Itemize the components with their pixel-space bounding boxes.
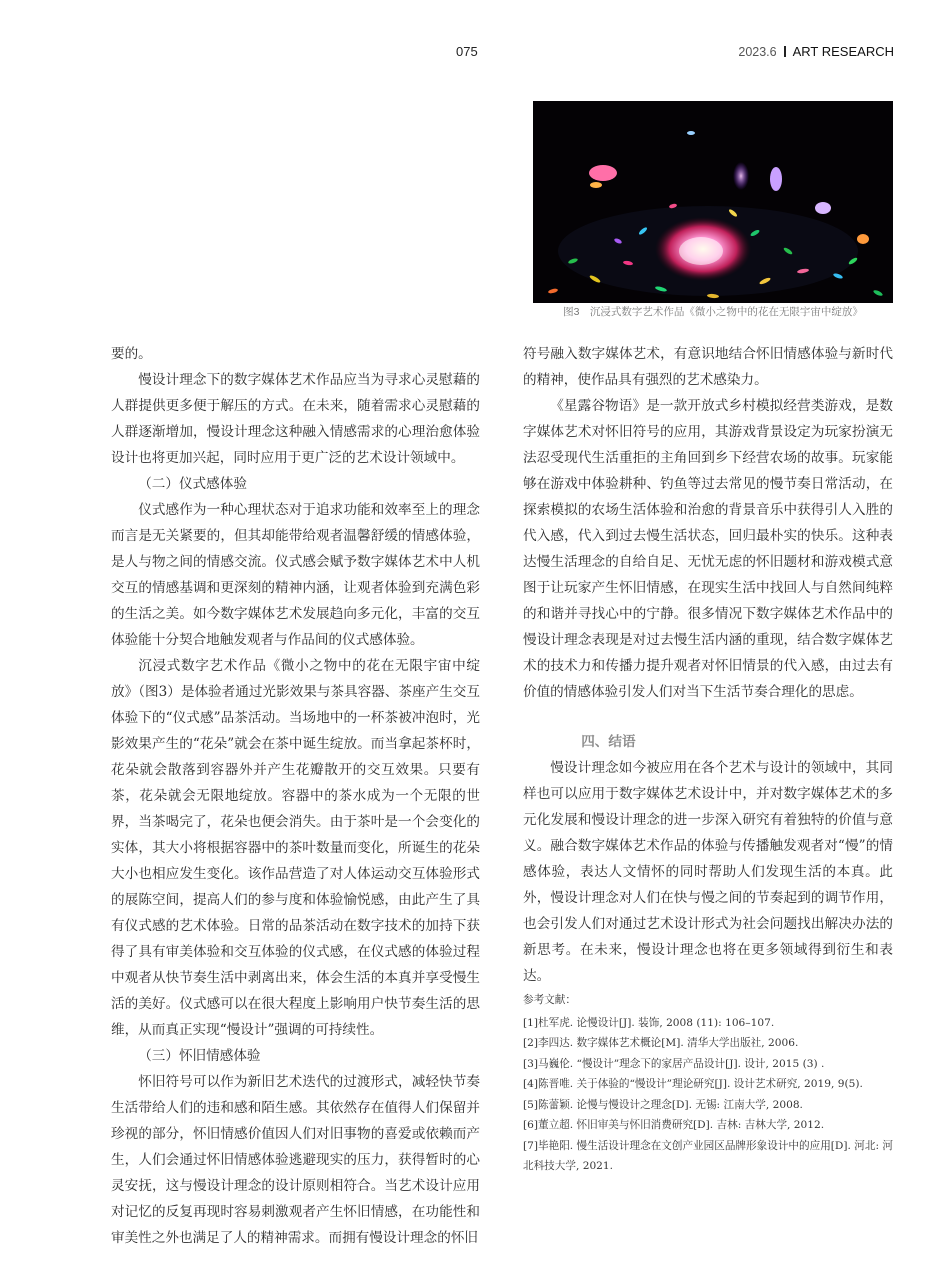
page-number: 075 — [456, 44, 478, 59]
right-column — [523, 341, 893, 989]
paragraph: 怀旧符号可以作为新旧艺术迭代的过渡形式，减轻快节奏生活带给人们的违和感和陌生感。其依然存在值得人们保留并珍视的部分，怀旧情感价值因人们对旧事物的喜爱或依赖而产生，人们会通过怀旧情感体验逃避现实的压力，获得暂时的心灵安抚，这与慢设计理念的设计原则相符合。当艺术设计应用对记忆的反复再现时容易刺激观者产生怀旧情感，在功能性和审美性之外也满足了人的精神需求。而拥有慢设计理念的怀旧 — [111, 1074, 480, 1246]
subheading-nostalgia: （三）怀旧情感体验 — [138, 1048, 261, 1064]
figure-3-image — [533, 101, 893, 303]
references-title: 参考文献： — [523, 994, 576, 1006]
references — [523, 990, 893, 1177]
figure-caption: 图3 沉浸式数字艺术作品《微小之物中的花在无限宇宙中绽放》 — [563, 306, 863, 318]
paragraph: 符号融入数字媒体艺术，有意识地结合怀旧情感体验与新时代的精神，使作品具有强烈的艺术感染力。 — [523, 346, 893, 388]
reference-item: [1]杜军虎. 论慢设计[J]. 装饰, 2008 (11): 106–107. — [523, 1016, 775, 1029]
header-divider — [784, 46, 786, 57]
issue-date: 2023.6 — [738, 45, 777, 59]
paragraph: 仪式感作为一种心理状态对于追求功能和效率至上的理念而言是无关紧要的，但其却能带给观者温馨舒缓的情感体验，是人与物之间的情感交流。仪式感会赋予数字媒体艺术中人机交互的情感基调和更深刻的精神内涵，让观者体验到充满色彩的生活之美。如今数字媒体艺术发展趋向多元化，丰富的交互体验能十分契合地触发观者与作品间的仪式感体验。 — [111, 502, 480, 648]
paragraph: 要的。 — [111, 346, 152, 362]
reference-item: [4]陈晋唯. 关于体验的“慢设计”理论研究[J]. 设计艺术研究, 2019, 9(5). — [523, 1078, 863, 1090]
paragraph: 慢设计理念如今被应用在各个艺术与设计的领域中，其同样也可以应用于数字媒体艺术设计中，并对数字媒体艺术的多元化发展和慢设计理念的进一步深入研究有着独特的价值与意义。融合数字媒体艺术作品的体验与传播触发观者对“慢”的情感体验，表达人文情怀的同时帮助人们发现生活的本真。此外，慢设计理念对人们在快与慢之间的节奏起到的调节作用，也会引发人们对通过艺术设计形式为社会问题找出解决办法的新思考。在未来，慢设计理念也将在更多领域得到衍生和表达。 — [523, 760, 893, 984]
reference-item: [6]董立超. 怀旧审美与怀旧消费研究[D]. 吉林: 吉林大学, 2012. — [523, 1119, 825, 1131]
paragraph: 慢设计理念下的数字媒体艺术作品应当为寻求心灵慰藉的人群提供更多便于解压的方式。在未来，随着需求心灵慰藉的人群逐渐增加，慢设计理念这种融入情感需求的心理治愈体验设计也将更加兴起，同时应用于更广泛的艺术设计领域中。 — [111, 372, 480, 466]
paragraph: 《星露谷物语》是一款开放式乡村模拟经营类游戏，是数字媒体艺术对怀旧符号的应用，其游戏背景设定为玩家扮演无法忍受现代生活重拒的主角回到乡下经营农场的故事。玩家能够在游戏中体验耕种、钓鱼等过去常见的慢节奏日常活动，在探索模拟的农场生活体验和治愈的背景音乐中获得引人入胜的代入感，代入到过去慢生活状态，回归最朴实的快乐。这种表达慢生活理念的自给自足、无忧无虑的怀旧题材和游戏模式意图于让玩家产生怀旧情感，在现实生活中找回人与自然间纯粹的和谐并寻找心中的宁静。很多情况下数字媒体艺术作品中的慢设计理念表现是对过去慢生活内涵的重现，结合数字媒体艺术的技术力和传播力提升观者对怀旧情景的代入感，由过去有价值的情感体验引发人们对当下生活节奏合理化的思虑。 — [523, 398, 893, 700]
artwork-photo — [533, 101, 893, 303]
reference-item: [5]陈蕾颖. 论慢与慢设计之理念[D]. 无锡: 江南大学, 2008. — [523, 1098, 803, 1111]
journal-header — [738, 44, 894, 59]
reference-item: [3]马巍伦. “慢设计”理念下的家居产品设计[J]. 设计, 2015 (3) . — [523, 1057, 825, 1070]
reference-item: [2]李四达. 数字媒体艺术概论[M]. 清华大学出版社, 2006. — [523, 1037, 799, 1049]
section-heading-conclusion: 四、结语 — [581, 734, 636, 750]
subheading-ritual: （二）仪式感体验 — [138, 476, 247, 492]
left-column — [111, 341, 480, 1251]
paragraph: 沉浸式数字艺术作品《微小之物中的花在无限宇宙中绽放》（图3）是体验者通过光影效果与茶具容器、茶座产生交互体验下的“仪式感”品茶活动。当场地中的一杯茶被冲泡时，光影效果产生的“花朵”就会在茶中诞生绽放。而当拿起茶杯时，花朵就会散落到容器外并产生花瓣散开的交互效果。只要有茶，花朵就会无限地绽放。容器中的茶水成为一个无限的世界，当茶喝完了，花朵也便会消失。由于茶叶是一个会变化的实体，其大小将根据容器中的茶叶数量而变化，所诞生的花朵大小也相应发生变化。该作品营造了对人体运动交互体验形式的展陈空间，提高人们的参与度和体验愉悦感，由此产生了具有仪式感的艺术体验。日常的品茶活动在数字技术的加持下获得了具有审美体验和交互体验的仪式感，在仪式感的体验过程中观者从快节奏生活中剥离出来，体会生活的本真并享受慢生活的美好。仪式感可以在很大程度上影响用户快节奏生活的思维，从而真正实现“慢设计”强调的可持续性。 — [111, 658, 480, 1038]
journal-name: ART RESEARCH — [792, 44, 894, 59]
reference-item: [7]毕艳阳. 慢生活设计理念在文创产业园区品牌形象设计中的应用[D]. 河北: 河北科技大学, 2021. — [523, 1139, 893, 1172]
